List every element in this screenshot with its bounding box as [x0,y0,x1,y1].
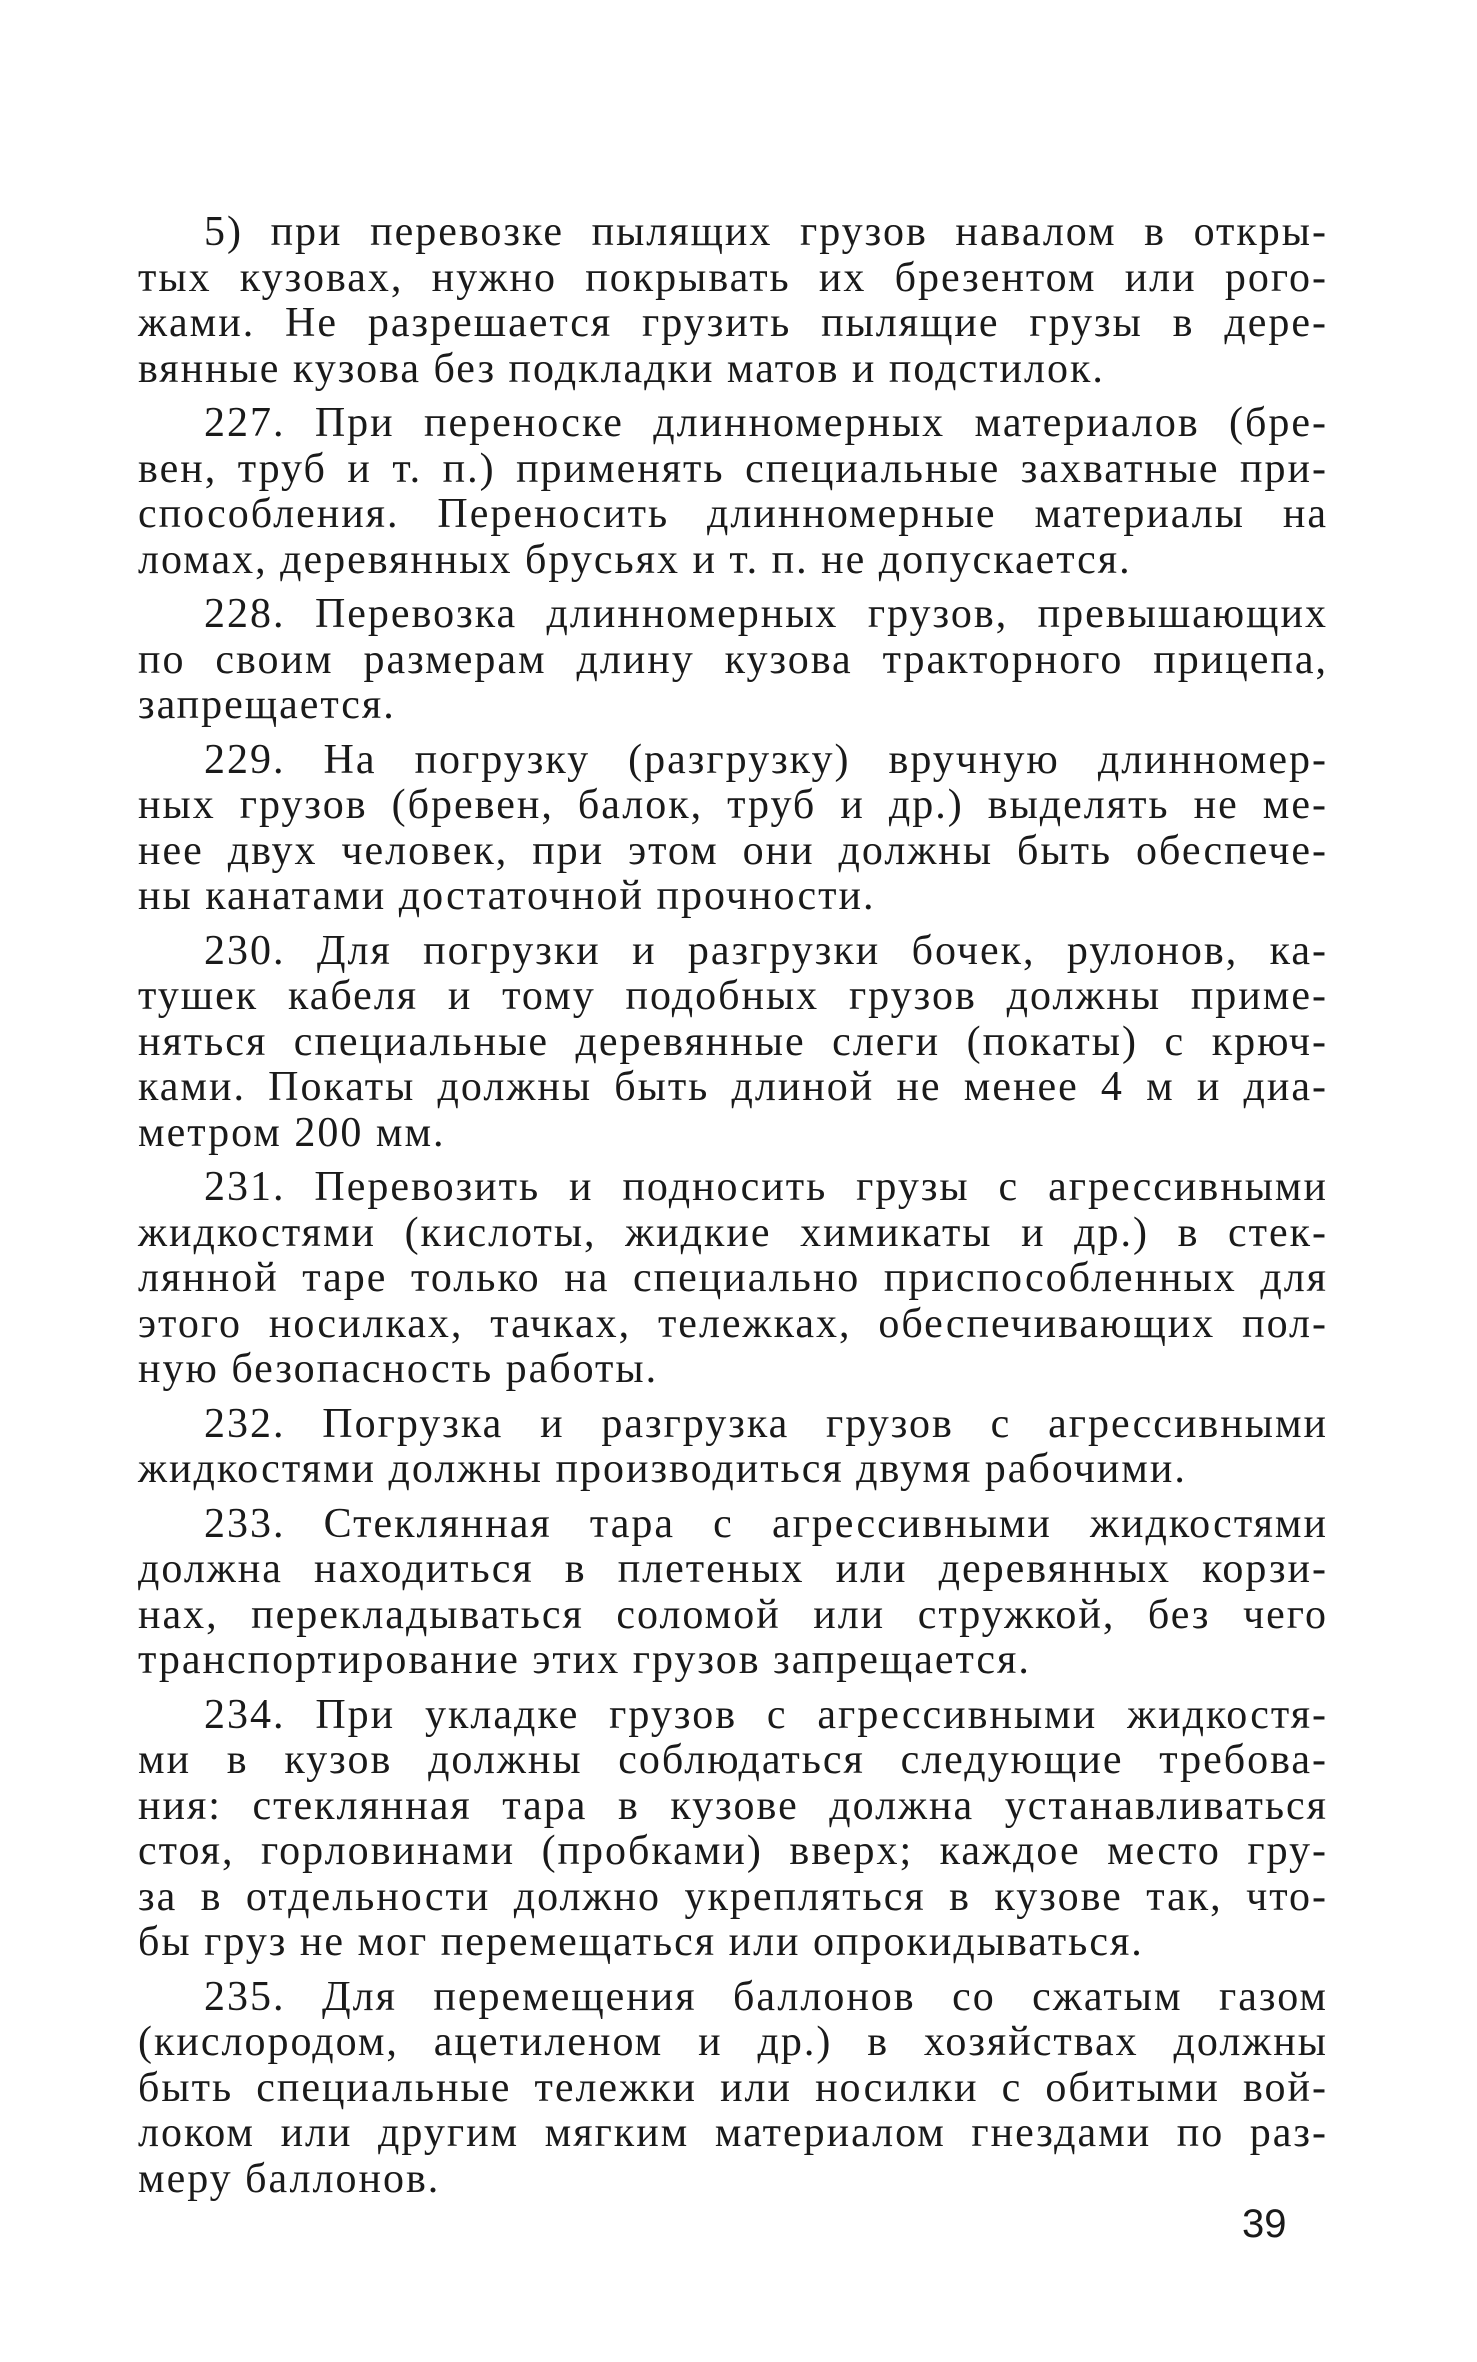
text-line: бы груз не мог перемещаться или опрокидываться. [138,1919,1144,1965]
paragraph-item-234 [138,1693,1328,1966]
paragraph-item-5 [138,210,1328,392]
text-line: 5) при перевозке пылящих грузов навалом в откры- [204,209,1328,255]
text-line: ния: стеклянная тара в кузове должна устанавливаться [138,1782,1328,1829]
text-line: няться специальные деревянные слеги (покаты) с крюч- [138,1018,1328,1065]
text-line: запрещается. [138,682,396,728]
page-number: 39 [1242,2202,1287,2246]
text-line: должна находиться в плетеных или деревянных корзи- [138,1546,1328,1592]
text-line: ками. Покаты должны быть длиной не менее 4 м и диа- [138,1064,1328,1110]
text-line: ломах, деревянных брусьях и т. п. не допускается. [138,536,1132,583]
paragraph-item-233 [138,1502,1328,1684]
text-line: быть специальные тележки или носилки с обитыми вой- [138,2064,1328,2111]
text-line: 234. При укладке грузов с агрессивными жидкостя- [204,1691,1328,1738]
paragraph-item-227 [138,401,1328,583]
text-line: (кислородом, ацетиленом и др.) в хозяйствах должны [138,2019,1328,2065]
text-line: за в отдельности должно укрепляться в кузове так, что- [138,1873,1328,1920]
text-line: нее двух человек, при этом они должны быть обеспече- [138,827,1328,874]
text-line: ны канатами достаточной прочности. [138,873,876,919]
text-line: 230. Для погрузки и разгрузки бочек, рулонов, ка- [204,927,1328,974]
text-line: меру баллонов. [138,2155,441,2202]
text-line: метром 200 мм. [138,1109,446,1156]
text-line: вен, труб и т. п.) применять специальные захватные при- [138,445,1328,492]
text-line: вянные кузова без подкладки матов и подстилок. [138,345,1105,392]
text-line: способления. Переносить длинномерные материалы на [138,491,1328,537]
text-line: ми в кузов должны соблюдаться следующие требова- [138,1737,1328,1783]
text-line: по своим размерам длину кузова тракторного прицепа, [138,636,1328,683]
paragraph-item-229 [138,738,1328,920]
text-line: локом или другим мягким материалом гнездами по раз- [138,2110,1328,2156]
paragraph-item-230 [138,929,1328,1157]
text-line: 228. Перевозка длинномерных грузов, превышающих [204,591,1328,637]
text-line: 235. Для перемещения баллонов со сжатым газом [204,1973,1328,2020]
text-line: транспортирование этих грузов запрещается. [138,1637,1031,1683]
text-line: этого носилках, тачках, тележках, обеспечивающих пол- [138,1300,1328,1347]
text-line: нах, перекладываться соломой или стружкой, без чего [138,1591,1328,1638]
paragraph-item-232 [138,1402,1328,1493]
text-line: ных грузов (бревен, балок, труб и др.) выделять не ме- [138,782,1328,828]
text-line: тушек кабеля и тому подобных грузов должны приме- [138,973,1328,1019]
paragraph-item-231 [138,1165,1328,1393]
text-line: 231. Перевозить и подносить грузы с агрессивными [204,1164,1328,1210]
paragraph-item-235 [138,1975,1328,2203]
text-line: лянной таре только на специально приспособленных для [138,1255,1328,1301]
text-line: стоя, горловинами (пробками) вверх; каждое место гру- [138,1828,1328,1874]
text-line: 227. При переноске длинномерных материалов (бре- [204,400,1328,446]
text-line: 232. Погрузка и разгрузка грузов с агрессивными [204,1400,1328,1447]
text-line: жидкостями (кислоты, жидкие химикаты и др.) в стек- [138,1209,1328,1256]
text-line: ную безопасность работы. [138,1346,659,1392]
paragraph-item-228 [138,592,1328,729]
page-body [138,210,1328,2211]
text-line: 229. На погрузку (разгрузку) вручную длинномер- [204,736,1328,783]
text-line: жидкостями должны производиться двумя рабочими. [138,1446,1187,1492]
text-line: 233. Стеклянная тара с агрессивными жидкостями [204,1500,1328,1547]
text-line: тых кузовах, нужно покрывать их брезентом или рого- [138,254,1328,301]
text-line: жами. Не разрешается грузить пылящие грузы в дере- [138,300,1328,346]
